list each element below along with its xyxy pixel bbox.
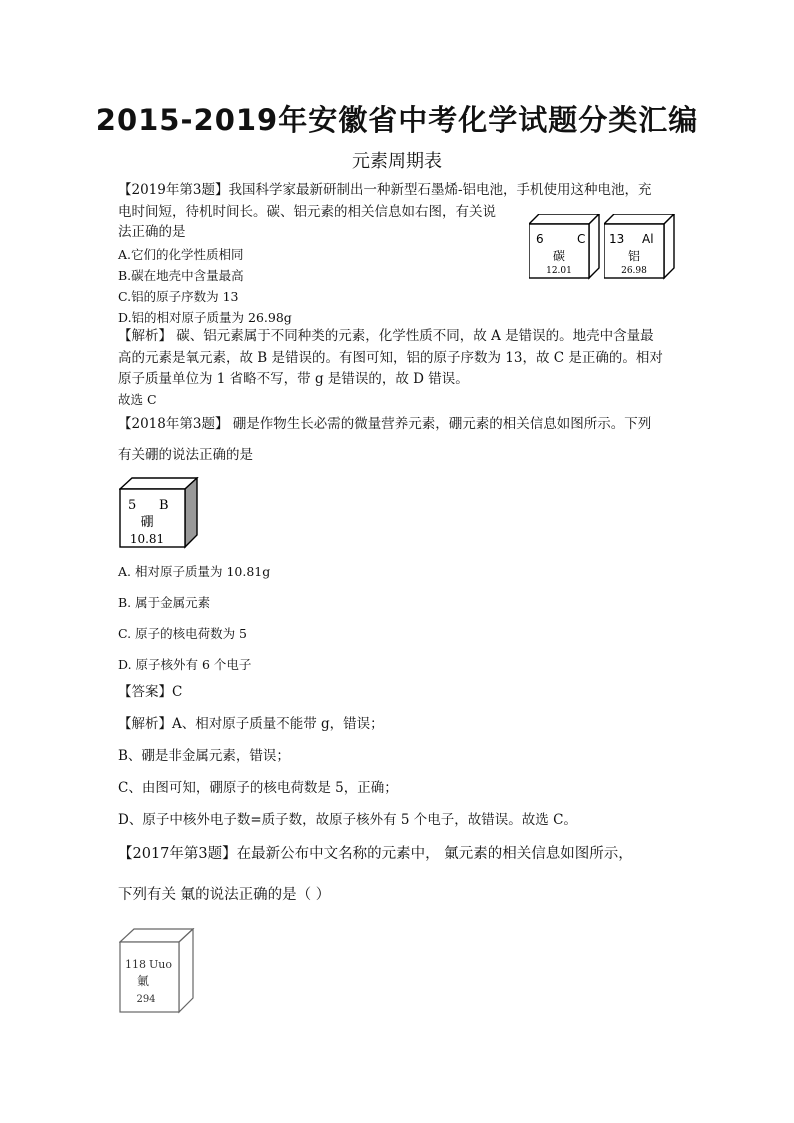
aluminum-element-tile: [604, 214, 676, 280]
q2017-stem-line1: 【2017年第3题】在最新公布中文名称的元素中， 氭元素的相关信息如图所示，: [118, 846, 633, 862]
q2019-option-b: B.碳在地壳中含量最高: [118, 268, 244, 283]
q2019-analysis-line3: 原子质量单位为 1 省略不写，带 g 是错误的，故 D 错误。: [118, 371, 469, 387]
aluminum-atomic-number: 13: [609, 232, 625, 246]
carbon-name: 碳: [552, 249, 566, 263]
carbon-atomic-number: 6: [536, 232, 544, 246]
document-title: 2015-2019年安徽省中考化学试题分类汇编: [95, 103, 699, 137]
boron-atomic-number: 5: [128, 498, 137, 513]
q2018-analysis-line2: B、硼是非金属元素，错误；: [118, 748, 290, 764]
q2018-option-b: B. 属于金属元素: [118, 595, 211, 610]
uuo-mass: 294: [136, 994, 156, 1005]
q2018-analysis-line3: C、由图可知，硼原子的核电荷数是 5，正确；: [118, 780, 398, 796]
q2019-option-c: C.铝的原子序数为 13: [118, 289, 239, 304]
aluminum-symbol: Al: [642, 232, 654, 246]
q2018-option-c: C. 原子的核电荷数为 5: [118, 626, 247, 641]
aluminum-mass: 26.98: [621, 266, 647, 276]
q2018-option-d: D. 原子核外有 6 个电子: [118, 657, 252, 672]
boron-mass: 10.81: [129, 532, 165, 546]
document-subtitle: 元素周期表: [352, 151, 442, 172]
q2019-answer: 故选 C: [118, 392, 157, 407]
q2019-stem-line3: 法正确的是: [118, 224, 186, 240]
carbon-mass: 12.01: [546, 266, 572, 276]
q2017-stem-line2: 下列有关 氭的说法正确的是（ ）: [118, 887, 331, 903]
boron-name: 硼: [140, 515, 154, 530]
uuo-atomic-number: 118: [125, 958, 146, 971]
q2018-analysis-line4: D、原子中核外电子数=质子数，故原子核外有 5 个电子，故错误。故选 C。: [118, 812, 577, 828]
q2018-stem-line2: 有关硼的说法正确的是: [118, 447, 253, 463]
carbon-element-tile: [529, 214, 601, 280]
q2018-answer: 【答案】C: [118, 684, 183, 700]
carbon-symbol: C: [577, 232, 586, 246]
q2018-option-a: A. 相对原子质量为 10.81g: [118, 564, 271, 579]
q2019-option-d: D.铝的相对原子质量为 26.98g: [118, 310, 292, 325]
boron-symbol: B: [159, 498, 169, 513]
q2019-stem-line1: 【2019年第3题】我国科学家最新研制出一种新型石墨烯-铝电池，手机使用这种电池，充: [118, 182, 652, 198]
aluminum-name: 铝: [627, 249, 641, 263]
uuo-element-tile: [119, 928, 195, 1014]
uuo-name: 氭: [136, 974, 150, 988]
q2019-option-a: A.它们的化学性质相同: [118, 247, 244, 262]
q2018-analysis-line1: 【解析】A、相对原子质量不能带 g，错误；: [118, 716, 384, 732]
q2018-stem-line1: 【2018年第3题】 硼是作物生长必需的微量营养元素，硼元素的相关信息如图所示。下列: [118, 416, 652, 432]
uuo-symbol: Uuo: [149, 958, 172, 971]
q2019-stem-line2: 电时间短，待机时间长。碳、铝元素的相关信息如右图，有关说: [118, 204, 496, 220]
q2019-analysis-line1: 【解析】 碳、铝元素属于不同种类的元素，化学性质不同，故 A 是错误的。地壳中含量最: [118, 328, 654, 344]
q2019-analysis-line2: 高的元素是氧元素，故 B 是错误的。有图可知，铝的原子序数为 13，故 C 是正确的。相对: [118, 350, 663, 366]
boron-element-tile: [119, 477, 199, 549]
